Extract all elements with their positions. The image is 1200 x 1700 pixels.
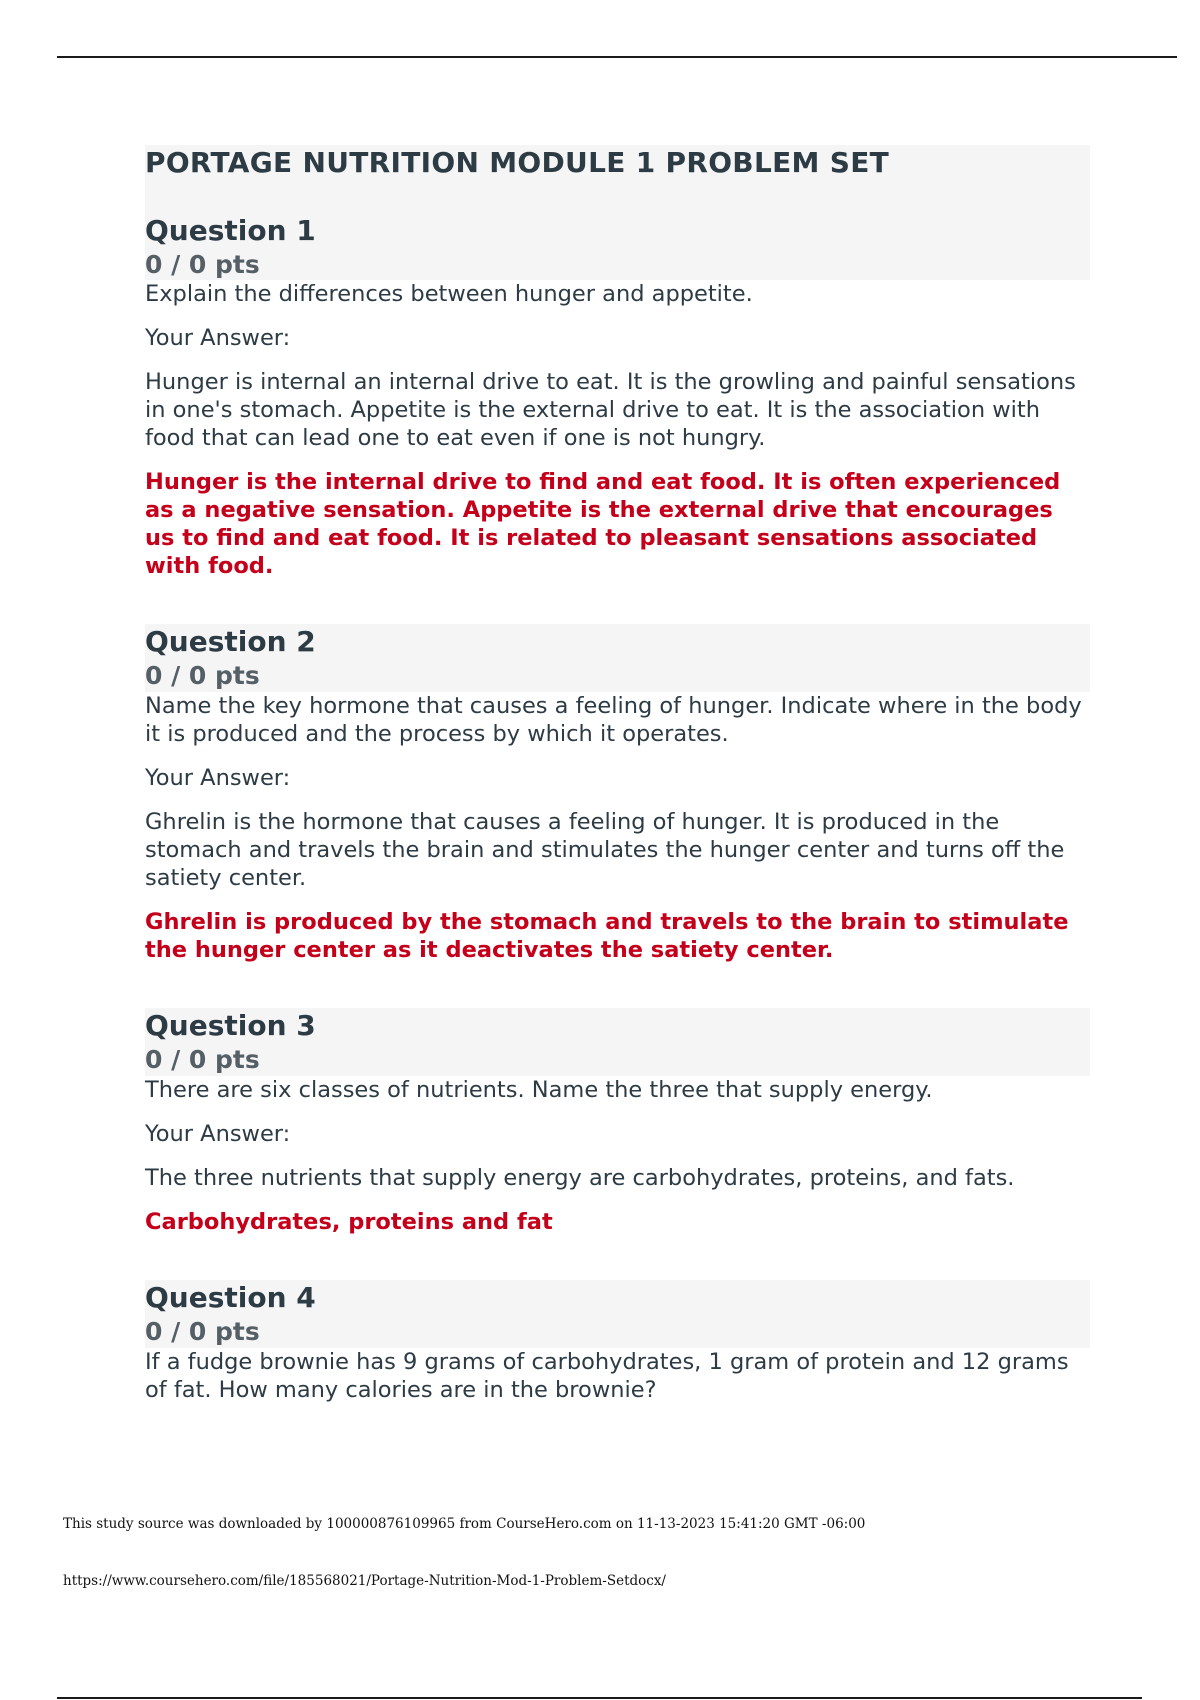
question-1-header xyxy=(145,145,1090,280)
source-url: https://www.coursehero.com/file/185568021/Portage-Nutrition-Mod-1-Problem-Setdocx/ xyxy=(63,1573,666,1589)
question-1-text: Explain the differences between hunger and appetite. xyxy=(145,281,753,307)
question-3-correct-answer: Carbohydrates, proteins and fat xyxy=(145,1209,553,1235)
question-3-answer: The three nutrients that supply energy are carbohydrates, proteins, and fats. xyxy=(145,1165,1015,1191)
question-2-header xyxy=(145,624,1090,692)
question-3-text: There are six classes of nutrients. Name the three that supply energy. xyxy=(145,1077,933,1103)
question-4-points: 0 / 0 pts xyxy=(145,1317,260,1346)
question-2-correct-answer: Ghrelin is produced by the stomach and travels to the brain to stimulate the hunger center as it deactivates the satiety center. xyxy=(145,909,1069,963)
question-3-title: Question 3 xyxy=(145,1009,316,1042)
question-1-title: Question 1 xyxy=(145,214,316,247)
document-content xyxy=(145,145,1090,1404)
question-3-answer-label: Your Answer: xyxy=(145,1121,291,1147)
question-2-points: 0 / 0 pts xyxy=(145,661,260,690)
question-2-text: Name the key hormone that causes a feeling of hunger. Indicate where in the body it is produced and the process by which it operates. xyxy=(145,693,1082,747)
top-rule xyxy=(57,56,1177,58)
question-1-answer-label: Your Answer: xyxy=(145,325,291,351)
question-4-title: Question 4 xyxy=(145,1281,316,1314)
question-2-answer-label: Your Answer: xyxy=(145,765,291,791)
bottom-rule xyxy=(57,1697,1142,1699)
question-2-answer: Ghrelin is the hormone that causes a feeling of hunger. It is produced in the stomach and travels the brain and stimulates the hunger center and turns off the satiety center. xyxy=(145,809,1065,891)
question-1-answer: Hunger is internal an internal drive to eat. It is the growling and painful sensations in one's stomach. Appetite is the external drive to eat. It is the association with food that can lead one to eat even if one is not hungry. xyxy=(145,369,1076,451)
question-1-correct-answer: Hunger is the internal drive to find and eat food. It is often experienced as a negative sensation. Appetite is the external drive that encourages us to find and eat food. It is related to pleasant sensations associated with food. xyxy=(145,469,1061,579)
question-3-points: 0 / 0 pts xyxy=(145,1045,260,1074)
question-1-points: 0 / 0 pts xyxy=(145,250,260,279)
question-4-text: If a fudge brownie has 9 grams of carbohydrates, 1 gram of protein and 12 grams of fat. How many calories are in the brownie? xyxy=(145,1349,1069,1403)
question-4-header xyxy=(145,1280,1090,1348)
download-source-note: This study source was downloaded by 100000876109965 from CourseHero.com on 11-13-2023 15:41:20 GMT -06:00 xyxy=(63,1516,866,1532)
document-title: PORTAGE NUTRITION MODULE 1 PROBLEM SET xyxy=(145,146,890,179)
question-2-title: Question 2 xyxy=(145,625,316,658)
question-3-header xyxy=(145,1008,1090,1076)
